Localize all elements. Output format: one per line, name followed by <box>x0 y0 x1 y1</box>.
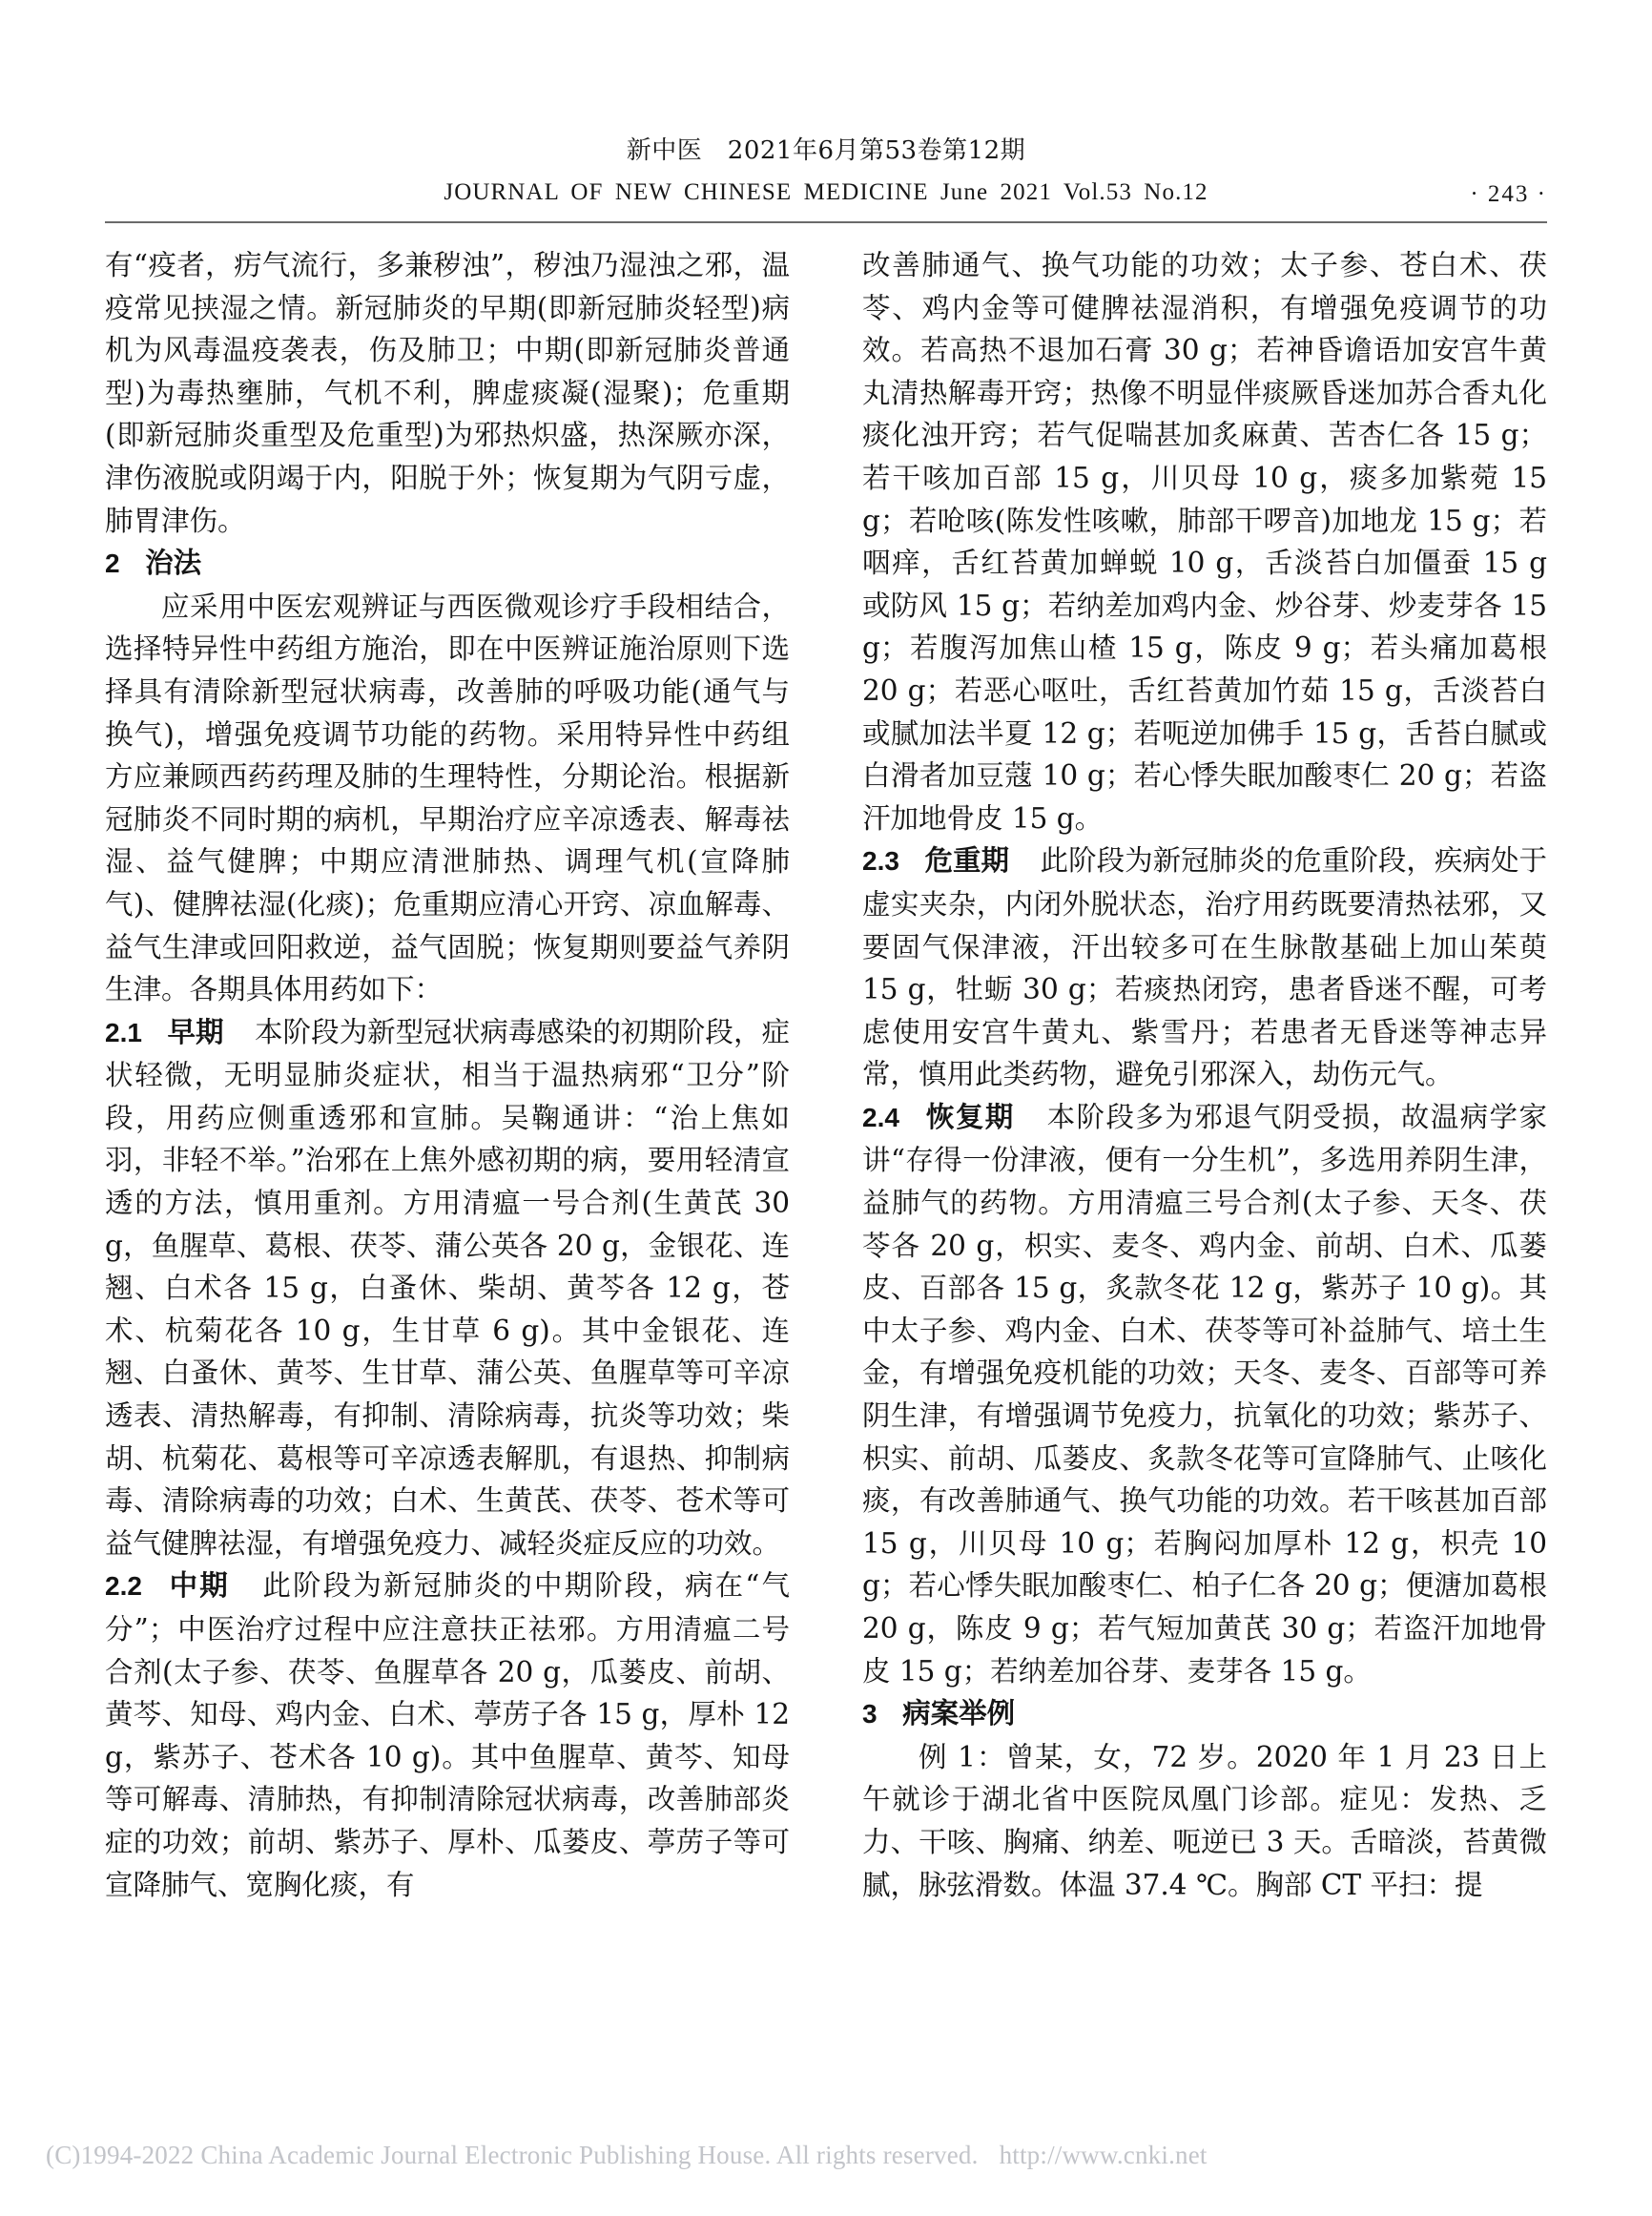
paragraph-case-example: 例 1：曾某，女，72 岁。2020 年 1 月 23 日上午就诊于湖北省中医院凤凰门诊部。症见：发热、乏力、干咳、胸痛、纳差、呃逆已 3 天。舌暗淡，苔黄微腻，脉弦滑数。体温 37.4 ℃。胸部 CT 平扫：提 <box>862 1740 1547 1901</box>
heading-2-1-number: 2.1 <box>105 1017 142 1047</box>
heading-2-1 <box>105 1011 790 1565</box>
heading-2-3 <box>862 839 1547 1096</box>
heading-2-1-label: 早期 <box>167 1014 224 1048</box>
heading-2-3-label: 危重期 <box>924 843 1010 878</box>
copyright-text: (C)1994-2022 China Academic Journal Electronic Publishing House. All rights reserved. <box>46 2141 979 2169</box>
heading-3 <box>862 1692 1547 1736</box>
left-column <box>105 244 790 1906</box>
heading-3-number: 3 <box>862 1699 878 1729</box>
paragraph-middle-stage-cont: 改善肺通气、换气功能的功效；太子参、苍白术、茯苓、鸡内金等可健脾祛湿消积，有增强免疫调节的功效。若高热不退加石膏 30 g；若神昏谵语加安宫牛黄丸清热解毒开窍；热像不明显伴痰厥昏迷加苏合香丸化痰化浊开窍；若气促喘甚加炙麻黄、苦杏仁各 15 g；若干咳加百部 15 g，川贝母 10 g，痰多加紫菀 15 g；若呛咳(陈发性咳嗽，肺部干啰音)加地龙 15 g；若咽痒，舌红苔黄加蝉蜕 10 g，舌淡苔白加僵蚕 15 g 或防风 15 g；若纳差加鸡内金、炒谷芽、炒麦芽各 15 g；若腹泻加焦山楂 15 g，陈皮 9 g；若头痛加葛根 20 g；若恶心呕吐，舌红苔黄加竹茹 15 g，舌淡苔白或腻加法半夏 12 g；若呃逆加佛手 15 g，舌苔白腻或白滑者加豆蔻 10 g；若心悸失眠加酸枣仁 20 g；若盗汗加地骨皮 15 g。 <box>862 249 1547 835</box>
running-head <box>105 134 1547 214</box>
heading-2-4-label: 恢复期 <box>924 1099 1015 1133</box>
heading-2-number: 2 <box>105 549 120 579</box>
paragraph-treatment: 应采用中医宏观辨证与西医微观诊疗手段相结合，选择特异性中药组方施治，即在中医辨证施治原则下选择具有清除新型冠状病毒，改善肺的呼吸功能(通气与换气)，增强免疫调节功能的药物。采用特异性中药组方应兼顾西药药理及肺的生理特性，分期论治。根据新冠肺炎不同时期的病机，早期治疗应辛凉透表、解毒祛湿、益气健脾；中期应清泄肺热、调理气机(宣降肺气)、健脾祛湿(化痰)；危重期应清心开窍、凉血解毒、益气生津或回阳救逆，益气固脱；恢复期则要益气养阴生津。各期具体用药如下： <box>105 590 790 1006</box>
cnki-url: http://www.cnki.net <box>999 2141 1208 2169</box>
journal-title-en: JOURNAL OF NEW CHINESE MEDICINE June 2021 Vol.53 No.12 <box>444 179 1208 206</box>
right-column <box>862 244 1547 1906</box>
heading-2-4-number: 2.4 <box>862 1102 899 1132</box>
heading-2 <box>105 542 790 586</box>
paragraph-early-stage: 本阶段为新型冠状病毒感染的初期阶段，症状轻微，无明显肺炎症状，相当于温热病邪“卫分”阶段，用药应侧重透邪和宣肺。吴鞠通讲：“治上焦如羽，非轻不举。”治邪在上焦外感初期的病，要用轻清宣透的方法，慎用重剂。方用清瘟一号合剂(生黄芪 30 g，鱼腥草、葛根、茯苓、蒲公英各 20 g，金银花、连翘、白术各 15 g，白蚤休、柴胡、黄芩各 12 g，苍术、杭菊花各 10 g，生甘草 6 g)。其中金银花、连翘、白蚤休、黄芩、生甘草、蒲公英、鱼腥草等可辛凉透表、清热解毒，有抑制、清除病毒，抗炎等功效；柴胡、杭菊花、葛根等可辛凉透表解肌，有退热、抑制病毒、清除病毒的功效；白术、生黄芪、茯苓、苍术等可益气健脾祛湿，有增强免疫力、减轻炎症反应的功效。 <box>105 1015 790 1560</box>
running-head-line2 <box>105 179 1547 214</box>
footer-copyright <box>46 2141 1610 2170</box>
body-columns <box>105 244 1547 1906</box>
header-rule <box>105 221 1547 223</box>
paragraph-intro: 有“疫者，疠气流行，多兼秽浊”，秽浊乃湿浊之邪，温疫常见挟湿之情。新冠肺炎的早期(即新冠肺炎轻型)病机为风毒温疫袭表，伤及肺卫；中期(即新冠肺炎普通型)为毒热壅肺，气机不利，脾虚痰凝(湿聚)；危重期(即新冠肺炎重型及危重型)为邪热炽盛，热深厥亦深，津伤液脱或阴竭于内，阳脱于外；恢复期为气阴亏虚，肺胃津伤。 <box>105 249 790 537</box>
heading-2-3-number: 2.3 <box>862 846 899 877</box>
journal-title-cn: 新中医 2021年6月第53卷第12期 <box>626 136 1026 165</box>
heading-2-4 <box>862 1096 1547 1692</box>
page-number: · 243 · <box>1470 181 1547 208</box>
heading-3-label: 病案举例 <box>902 1696 1016 1730</box>
paragraph-recovery-stage: 本阶段多为邪退气阴受损，故温病学家讲“存得一份津液，便有一分生机”，多选用养阴生津，益肺气的药物。方用清瘟三号合剂(太子参、天冬、茯苓各 20 g，枳实、麦冬、鸡内金、前胡、白术、瓜蒌皮、百部各 15 g，炙款冬花 12 g，紫苏子 10 g)。其中太子参、鸡内金、白术、茯苓等可补益肺气、培土生金，有增强免疫机能的功效；天冬、麦冬、百部等可养阴生津，有增强调节免疫力，抗氧化的功效；紫苏子、枳实、前胡、瓜蒌皮、炙款冬花等可宣降肺气、止咳化痰，有改善肺通气、换气功能的功效。若干咳甚加百部 15 g，川贝母 10 g；若胸闷加厚朴 12 g，枳壳 10 g；若心悸失眠加酸枣仁、柏子仁各 20 g；便溏加葛根 20 g，陈皮 9 g；若气短加黄芪 30 g；若盗汗加地骨皮 15 g；若纳差加谷芽、麦芽各 15 g。 <box>862 1100 1547 1688</box>
paragraph-critical-stage: 此阶段为新冠肺炎的危重阶段，疾病处于虚实夹杂，内闭外脱状态，治疗用药既要清热祛邪，又要固气保津液，汗出较多可在生脉散基础上加山茱萸 15 g，牡蛎 30 g；若痰热闭窍，患者昏迷不醒，可考虑使用安宫牛黄丸、紫雪丹；若患者无昏迷等神志异常，慎用此类药物，避免引邪深入，劫伤元气。 <box>862 844 1547 1091</box>
paragraph-middle-stage: 此阶段为新冠肺炎的中期阶段，病在“气分”；中医治疗过程中应注意扶正祛邪。方用清瘟二号合剂(太子参、茯苓、鱼腥草各 20 g，瓜蒌皮、前胡、黄芩、知母、鸡内金、白术、葶苈子各 15 g，厚朴 12 g，紫苏子、苍术各 10 g)。其中鱼腥草、黄芩、知母等可解毒、清肺热，有抑制清除冠状病毒，改善肺部炎症的功效；前胡、紫苏子、厚朴、瓜蒌皮、葶苈子等可宣降肺气、宽胸化痰，有 <box>105 1569 790 1901</box>
heading-2-2-number: 2.2 <box>105 1571 142 1602</box>
heading-2-label: 治法 <box>145 546 202 580</box>
heading-2-2-label: 中期 <box>167 1568 230 1603</box>
heading-2-2 <box>105 1564 790 1906</box>
